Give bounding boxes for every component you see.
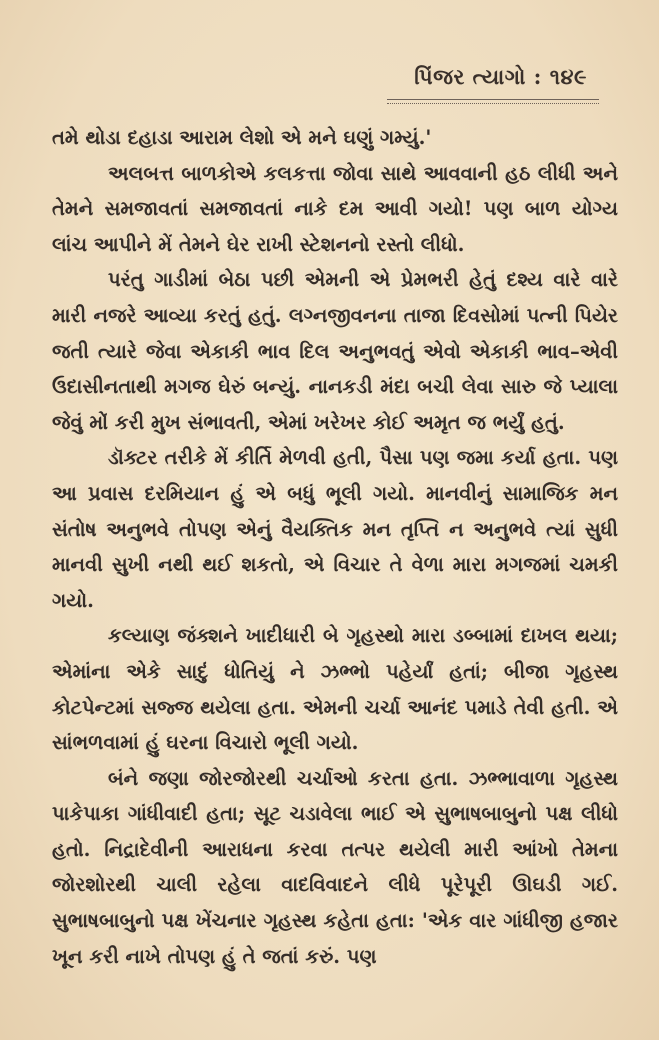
paragraph-6: બંને જણા જોરજોરથી ચર્ચાઓ કરતા હતા. ઝભ્ભાવાળા ગૃહસ્થ પાકેપાકા ગાંધીવાદી હતા; સૂટ ચડાવેલા ભાઈ એ સુભાષબાબુનો પક્ષ લીધો હતો. નિદ્રાદેવીની આરાધના કરવા તત્પર થયેલી મારી આંખો તેમના જોરશોરથી ચાલી રહેલા વાદવિવાદને લીધે પૂરેપૂરી ઊઘડી ગઈ. સુભાષબાબુનો પક્ષ ખેંચનાર ગૃહસ્થ કહેતા હતા: 'એક વાર ગાંધીજી હજાર ખૂન કરી નાખે તોપણ હું તે જતાં કરું. પણ [52, 766, 618, 968]
paragraph-4: ડૉક્ટર તરીકે મેં કીર્તિ મેળવી હતી, પૈસા પણ જમા કર્યા હતા. પણ આ પ્રવાસ દરમિયાન હું એ બધું ભૂલી ગયો. માનવીનું સામાજિક મન સંતોષ અનુભવે તોપણ એનું વૈયક્તિક મન તૃપ્તિ ન અનુભવે ત્યાં સુધી માનવી સુખી નથી થઈ શકતો, એ વિચાર તે વેળા મારા મગજમાં ચમકી ગયો. [52, 446, 618, 612]
body-text [52, 120, 618, 974]
header-rule [387, 99, 599, 104]
paragraph-5: કલ્યાણ જંક્શને ખાદીધારી બે ગૃહસ્થો મારા ડબ્બામાં દાખલ થયા; એમાંના એકે સાદું ધોતિયું ને ઝભ્ભો પહેર્યાં હતાં; બીજા ગૃહસ્થ કોટપેન્ટમાં સજ્જ થયેલા હતા. એમની ચર્ચા આનંદ પમાડે તેવી હતી. એ સાંભળવામાં હું ઘરના વિચારો ભૂલી ગયો. [52, 624, 618, 755]
paragraph-1: તમે થોડા દહાડા આરામ લેશો એ મને ઘણું ગમ્યું.' [52, 126, 432, 149]
paragraph-2: અલબત્ત બાળકોએ કલકત્તા જોવા સાથે આવવાની હઠ લીધી અને તેમને સમજાવતાં સમજાવતાં નાકે દમ આવી ગયો! પણ બાળ યોગ્ય લાંચ આપીને મેં તેમને ઘેર રાખી સ્ટેશનનો રસ્તો લીધો. [52, 161, 618, 256]
running-head: પિંજર ત્યાગો : ૧૪૯ [414, 64, 587, 89]
paragraph-3: પરંતુ ગાડીમાં બેઠા પછી એમની એ પ્રેમભરી હેતું દશ્ય વારે વારે મારી નજરે આવ્યા કરતું હતું. લગ્નજીવનના તાજા દિવસોમાં પત્ની પિયેર જતી ત્યારે જેવા એકાકી ભાવ દિલ અનુભવતું એવો એકાકી ભાવ–એવી ઉદાસીનતાથી મગજ ઘેરું બન્યું. નાનકડી મંદા બચી લેવા સારુ જે પ્યાલા જેવું મોં કરી મુખ સંભાવતી, એમાં ખરેખર કોઈ અમૃત જ ભર્યું હતું. [52, 268, 618, 434]
